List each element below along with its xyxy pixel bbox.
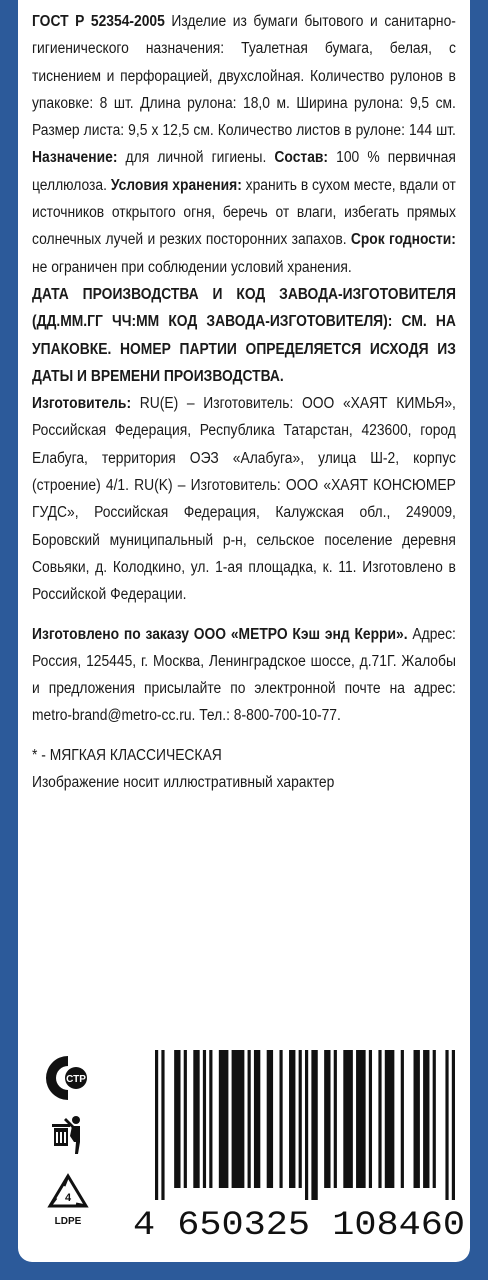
- barcode-bar: [267, 1050, 273, 1188]
- barcode-bar: [445, 1050, 448, 1200]
- barcode-bar: [378, 1050, 381, 1188]
- manufacturer-label: Изготовитель:: [32, 395, 132, 413]
- recycle-material: LDPE: [54, 1216, 82, 1227]
- storage-label: Условия хранения:: [110, 176, 242, 194]
- barcode-bar: [452, 1050, 455, 1200]
- illustrative-disclaimer: Изображение носит иллюстративный характер: [32, 774, 335, 792]
- barcode-bar: [248, 1050, 251, 1188]
- barcode-bar: [209, 1050, 212, 1188]
- barcode-bar: [324, 1050, 330, 1188]
- manufacturer-paragraph: [32, 390, 456, 608]
- barcode-bar: [423, 1050, 429, 1188]
- barcode-bar: [305, 1050, 308, 1200]
- production-date-notice: ДАТА ПРОИЗВОДСТВА И КОД ЗАВОДА-ИЗГОТОВИТЕЛЯ (ДД.ММ.ГГ ЧЧ:ММ КОД ЗАВОДА-ИЗГОТОВИТЕЛЯ): СМ. НА УПАКОВКЕ. НОМЕР ПАРТИИ ОПРЕДЕЛЯЕТСЯ ИСХОДЯ ИЗ ДАТЫ И ВРЕМЕНИ ПРОИЗВОДСТВА.: [32, 285, 456, 385]
- variant-note: * - МЯГКАЯ КЛАССИЧЕСКАЯ: [32, 746, 222, 764]
- barcode-graphic: [133, 1050, 469, 1240]
- barcode-bar: [414, 1050, 420, 1188]
- barcode-bar: [184, 1050, 187, 1188]
- label-text: [32, 8, 456, 796]
- ctr-mark-icon: [46, 1056, 87, 1100]
- barcode-bar: [289, 1050, 295, 1188]
- barcode-bar: [299, 1050, 302, 1188]
- label-card: [18, 0, 470, 1262]
- barcode-bar: [385, 1050, 395, 1188]
- composition-value: 100 % первичная целлюлоза.: [32, 149, 456, 194]
- barcode-bar: [369, 1050, 372, 1188]
- barcode-bar: [343, 1050, 353, 1188]
- barcode-bar: [279, 1050, 282, 1188]
- shelf-life-value: не ограничен при соблюдении условий хранения.: [32, 258, 352, 276]
- barcode: [133, 1050, 469, 1240]
- storage-value: хранить в сухом месте, вдали от источников открытого огня, беречь от влаги, избегать прямых солнечных лучей и резких посторонних запахов.: [32, 176, 456, 249]
- manufacturer-value: RU(E) – Изготовитель: ООО «ХАЯТ КИМЬЯ», Российская Федерация, Республика Татарстан, 423600, город Елабуга, территория ОЭЗ «Алабуга», улица Ш-2, корпус (строение) 4/1. RU(K) – Изготовитель: ООО «ХАЯТ КОНСЮМЕР ГУДС», Российская Федерация, Калужская обл., 249009, Боровский муниципальный р-н, сельское поселение деревня Совьяки, д. Колодкино, ул. 1-ая площадка, к. 11. Изготовлено в Российской Федерации.: [32, 395, 456, 604]
- ctr-mark-text: СТР: [66, 1074, 86, 1085]
- barcode-bars: [155, 1050, 455, 1200]
- composition-label: Состав:: [274, 149, 329, 167]
- purpose-label: Назначение:: [32, 149, 118, 167]
- gost-standard: ГОСТ Р 52354-2005: [32, 13, 165, 30]
- barcode-bar: [334, 1050, 337, 1188]
- certification-icons: [38, 1050, 98, 1240]
- importer-paragraph: [32, 621, 456, 730]
- product-description: Изделие из бумаги бытового и санитарно-гигиенического назначения: Туалетная бумага, белая, с тиснением и перфорацией, двухслойная. Количество рулонов в упаковке: 8 шт. Длина рулона: 18,0 м. Ширина рулона: 9,5 см. Размер листа: 9,5 х 12,5 см. Количество листов в рулоне: 144 шт.: [32, 13, 456, 140]
- tidyman-icon: [52, 1116, 80, 1154]
- barcode-bar: [232, 1050, 245, 1188]
- barcode-bar: [401, 1050, 404, 1188]
- mark-icons: [38, 1050, 98, 1245]
- ordered-by-label: Изготовлено по заказу ООО «МЕТРО Кэш энд Керри».: [32, 625, 408, 643]
- barcode-bar: [174, 1050, 180, 1188]
- barcode-bar: [433, 1050, 436, 1188]
- contact-info: Адрес: Россия, 125445, г. Москва, Ленинградское шоссе, д.71Г. Жалобы и предложения присылайте по электронной почте на адрес: metro-brand@metro-cc.ru. Тел.: 8-800-700-10-77.: [32, 625, 456, 725]
- product-info-paragraph: [32, 8, 456, 281]
- barcode-bar: [161, 1050, 164, 1200]
- shelf-life-label: Срок годности:: [350, 231, 456, 249]
- barcode-bar: [193, 1050, 199, 1188]
- barcode-bar: [219, 1050, 229, 1188]
- barcode-bar: [311, 1050, 317, 1200]
- barcode-bar: [356, 1050, 366, 1188]
- barcode-bar: [203, 1050, 206, 1188]
- purpose-value: для личной гигиены.: [117, 149, 275, 167]
- recycle-ldpe-icon: [50, 1176, 86, 1227]
- recycle-number: 4: [64, 1192, 72, 1204]
- barcode-digits: 4 650325 108460: [133, 1207, 465, 1240]
- barcode-bar: [155, 1050, 158, 1200]
- barcode-bar: [254, 1050, 260, 1188]
